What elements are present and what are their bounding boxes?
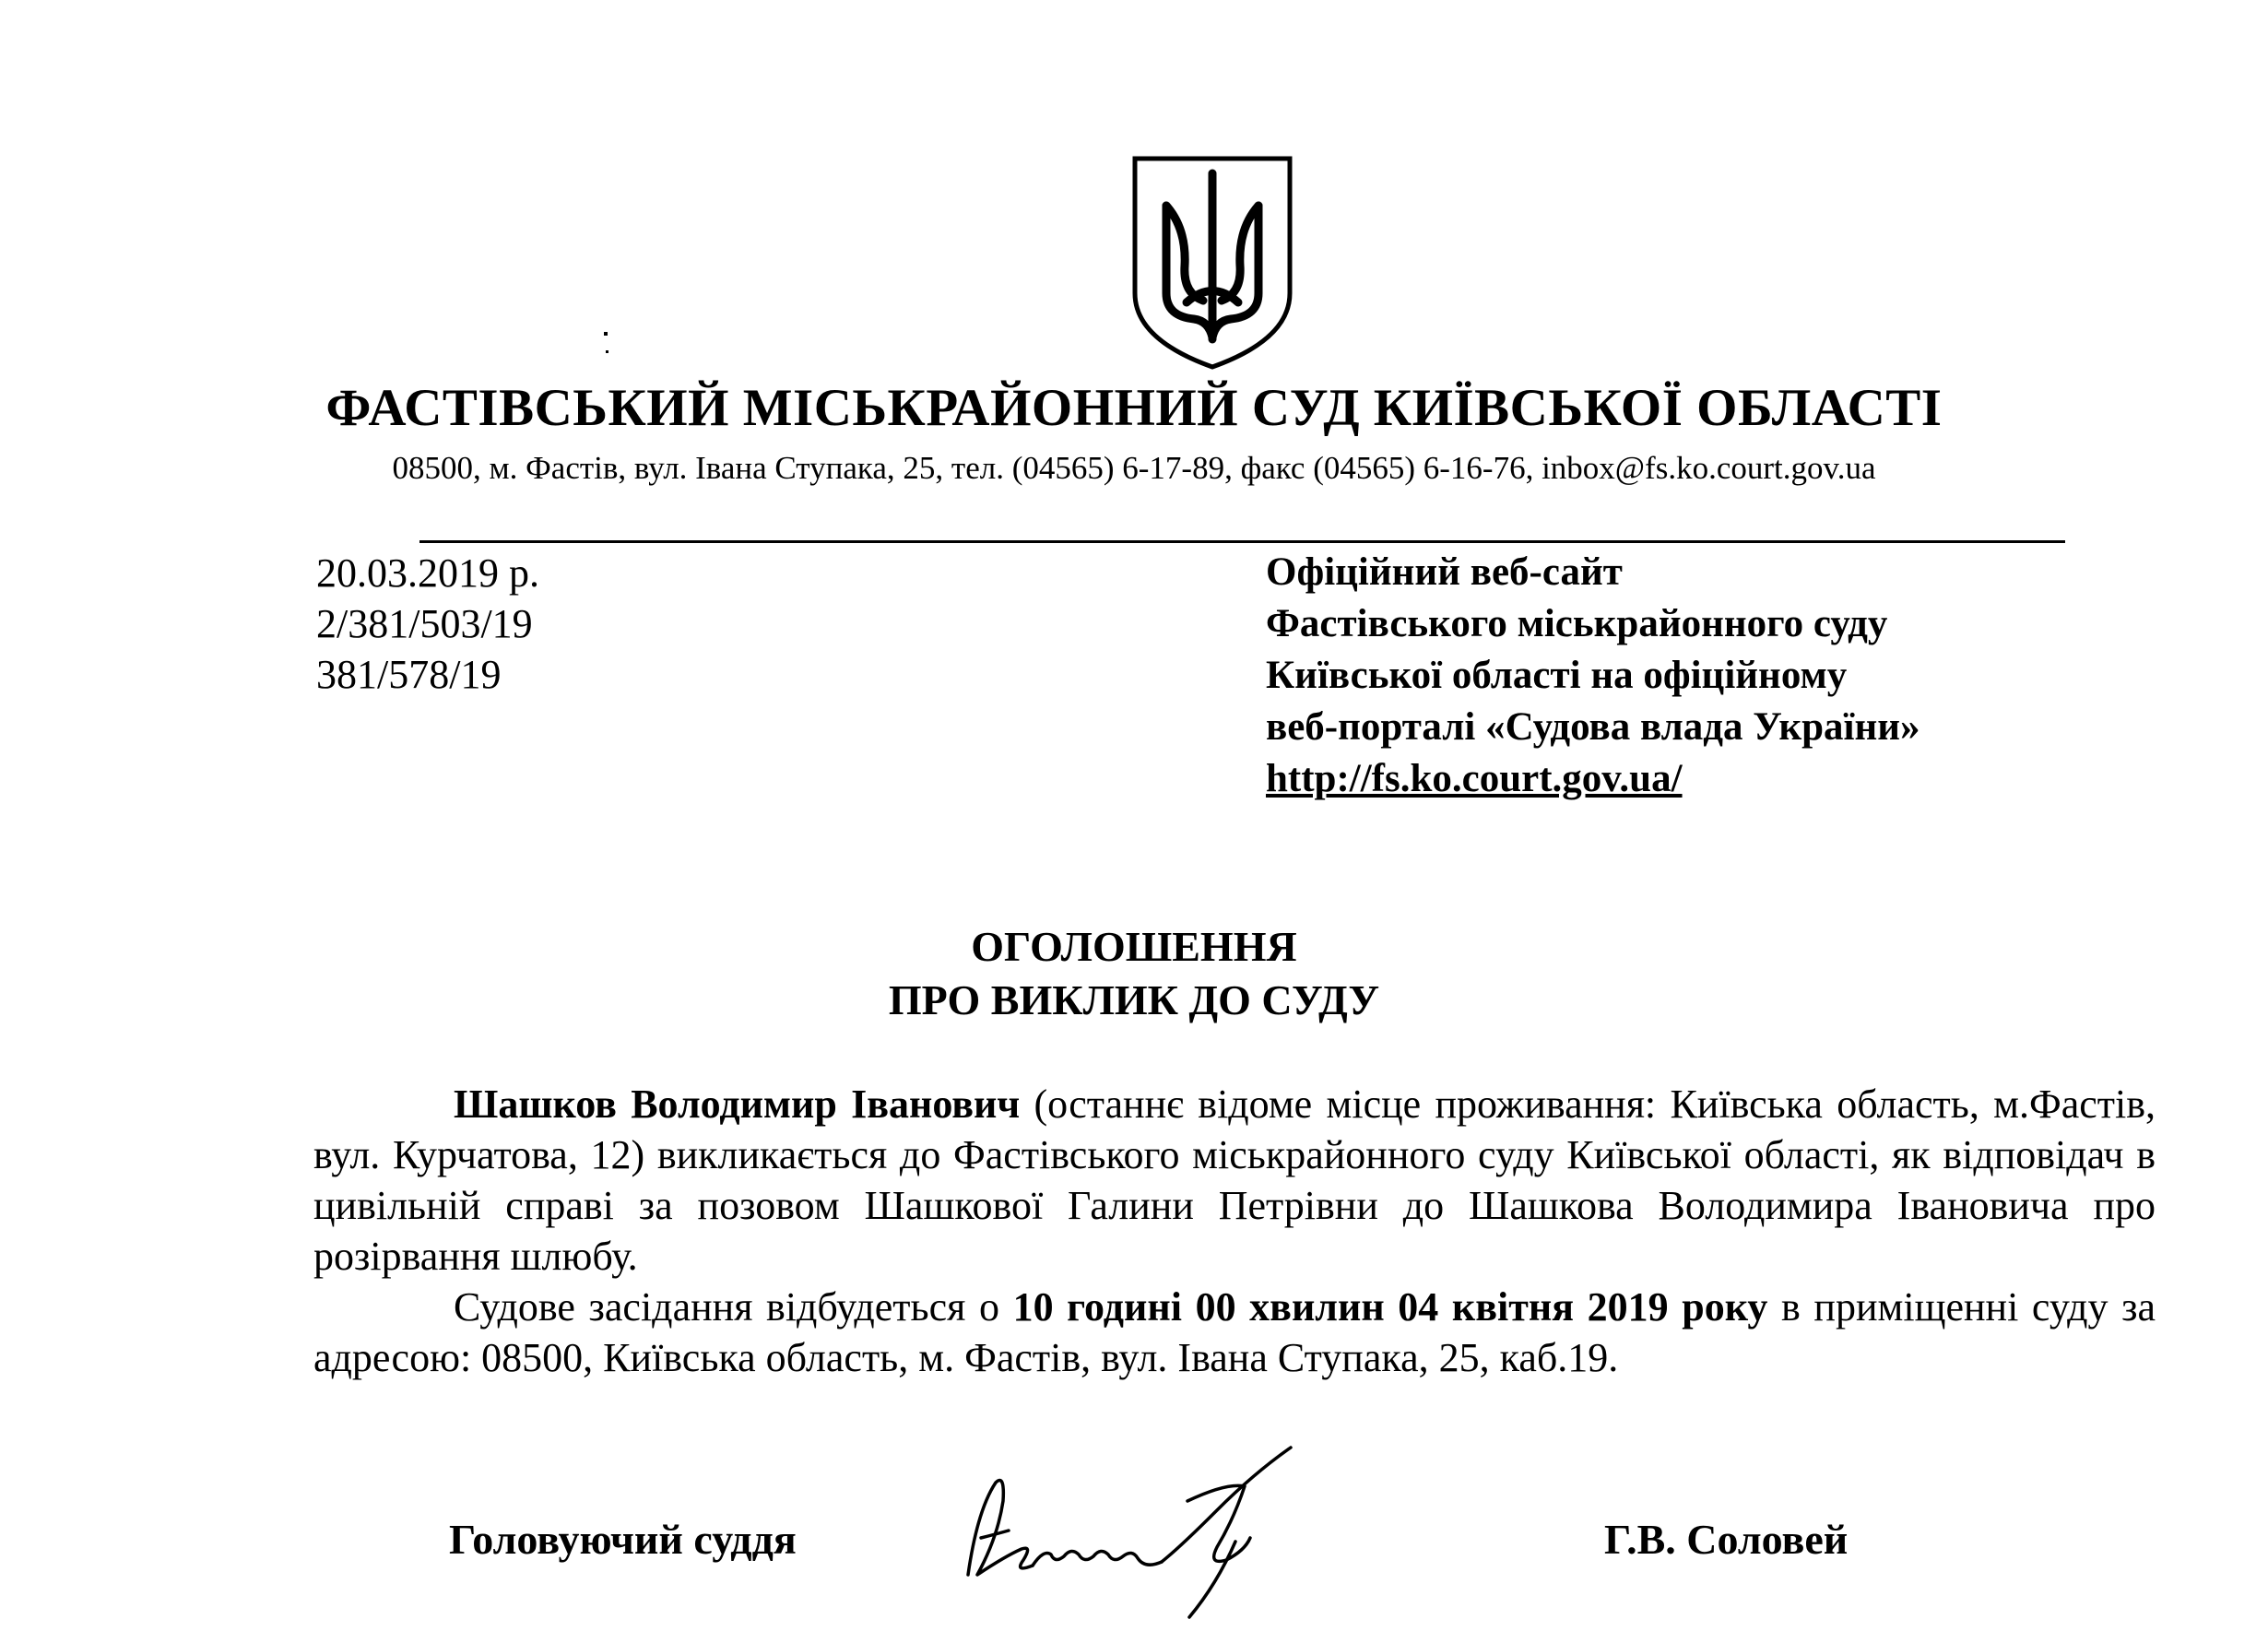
judge-title: Головуючий суддя xyxy=(449,1516,797,1563)
addressee-url-link[interactable]: http://fs.ko.court.gov.ua/ xyxy=(1266,757,1683,800)
announcement-body xyxy=(313,1079,2156,1383)
coat-of-arms-icon xyxy=(1129,155,1295,372)
addressee-line: веб-порталі «Судова влада України» xyxy=(1266,705,1920,749)
hearing-time: 10 годині 00 хвилин 04 квітня 2019 року xyxy=(1012,1284,1768,1330)
announcement-subtitle: ПРО ВИКЛИК ДО СУДУ xyxy=(888,976,1380,1023)
signature-icon xyxy=(940,1446,1374,1621)
addressee-line: Офіційний веб-сайт xyxy=(1266,550,1623,594)
outgoing-number: 2/381/503/19 xyxy=(316,601,533,646)
court-name: ФАСТІВСЬКИЙ МІСЬКРАЙОННИЙ СУД КИЇВСЬКОЇ ОБЛАСТІ xyxy=(325,379,1943,437)
scan-speck xyxy=(604,332,608,336)
body-paragraph: Шашков Володимир Іванович (останнє відоме місце проживання: Київська область, м.Фастів, вул. Курчатова, 12) викликається до Фастівського міськрайонного суду Київської області, як відповідач в цивільній справі за позовом Шашкової Галини Петрівни до Шашкова Володимира Івановича про розірвання шлюбу. xyxy=(313,1082,2156,1279)
judge-name: Г.В. Соловей xyxy=(1604,1516,1849,1563)
defendant-name: Шашков Володимир Іванович xyxy=(454,1082,1021,1127)
body-paragraph: Судове засідання відбудеться о 10 годині 00 хвилин 04 квітня 2019 року в приміщенні суду за адресою: 08500, Київська область, м. Фастів, вул. Івана Ступака, 25, каб.19. xyxy=(313,1284,2156,1380)
addressee-line: Київської області на офіційному xyxy=(1266,654,1848,697)
announcement-title: ОГОЛОШЕННЯ xyxy=(971,923,1297,970)
header-divider xyxy=(419,540,2065,543)
scan-speck xyxy=(606,350,608,353)
addressee-line: Фастівського міськрайонного суду xyxy=(1266,602,1888,645)
court-address: 08500, м. Фастів, вул. Івана Ступака, 25, тел. (04565) 6-17-89, факс (04565) 6-16-76, inbox@fs.ko.court.gov.ua xyxy=(392,450,1876,486)
case-number: 381/578/19 xyxy=(316,652,502,697)
document-date: 20.03.2019 р. xyxy=(316,550,539,596)
